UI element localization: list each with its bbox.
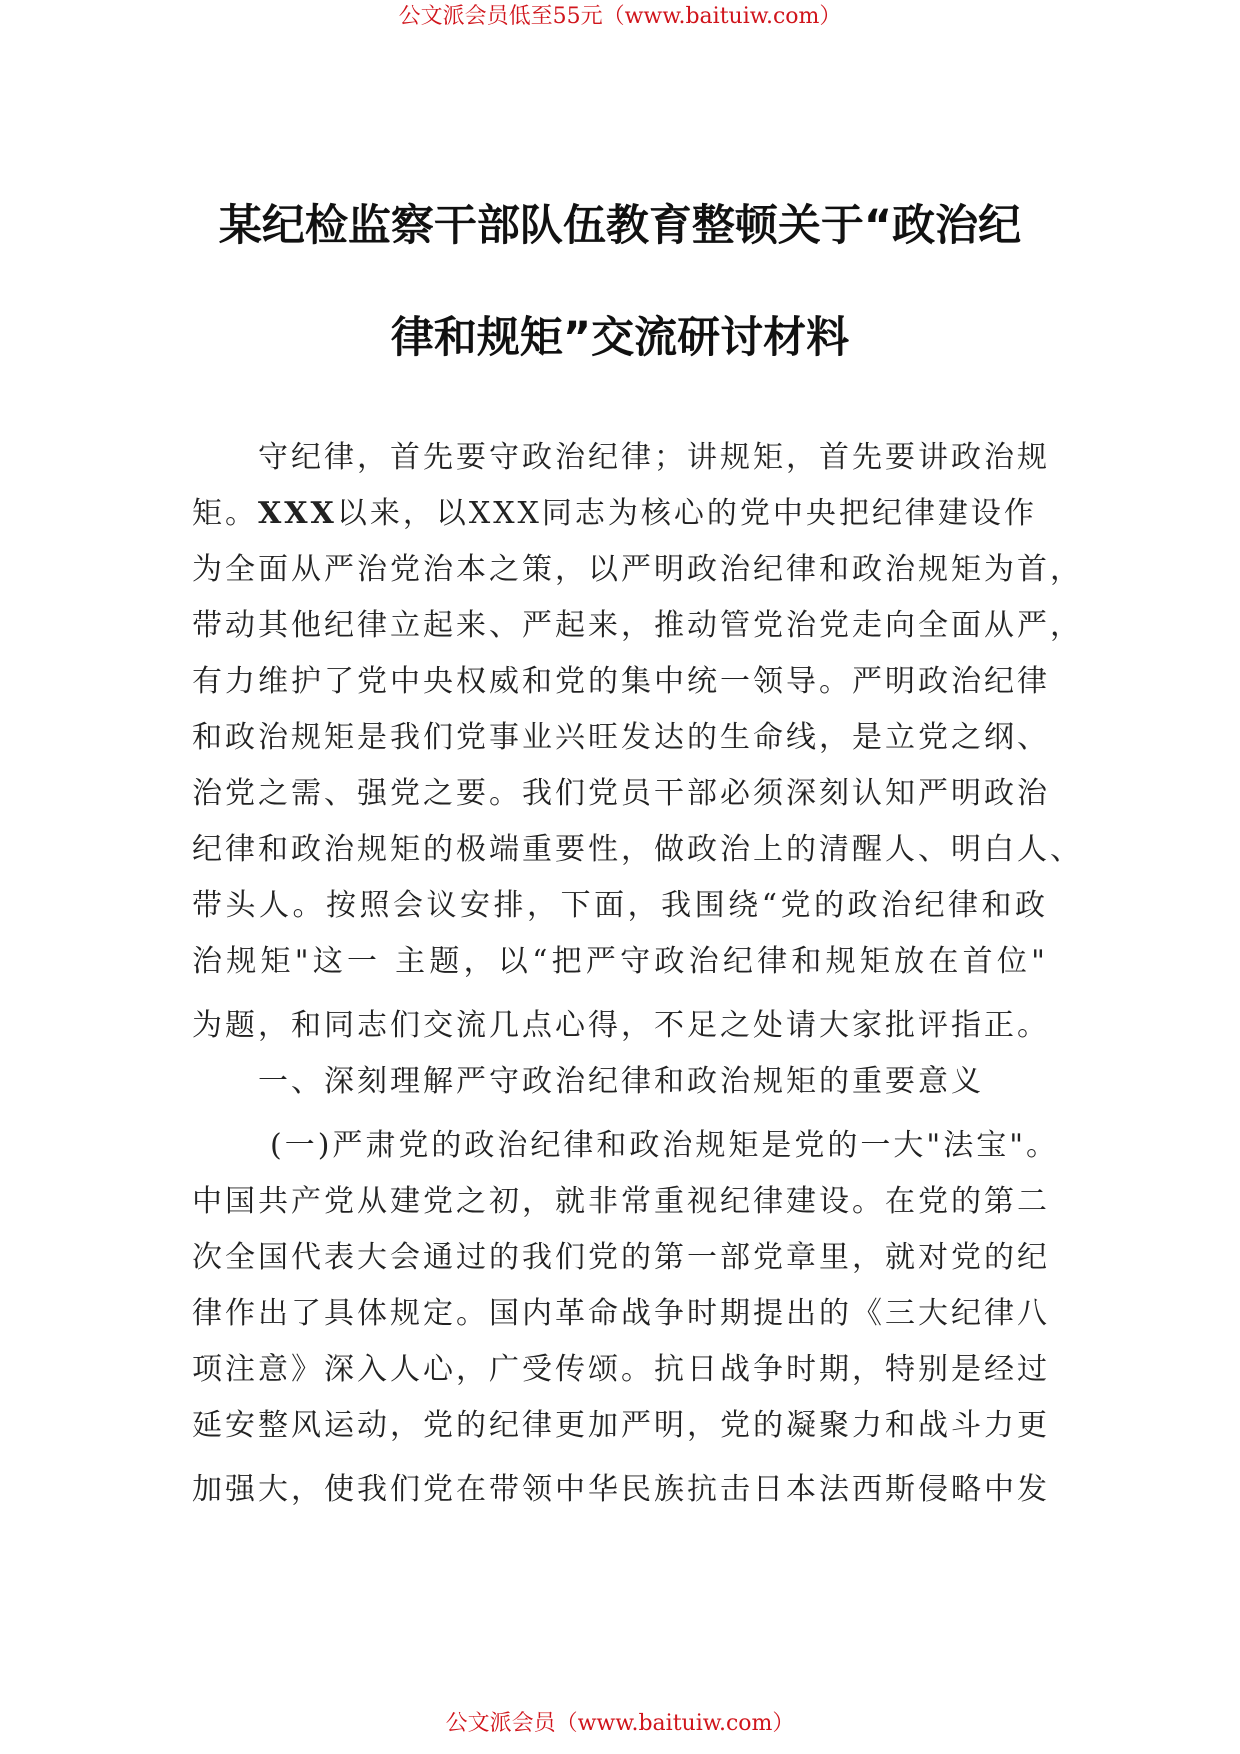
text-line: 带动其他纪律立起来、严起来，推动管党治党走向全面从严，	[192, 608, 1083, 643]
text-segment: 矩。	[192, 496, 258, 531]
text-line: 有力维护了党中央权威和党的集中统一领导。严明政治纪律	[192, 664, 1050, 699]
text-line: 治规矩"这一 主题，以“把严守政治纪律和规矩放在首位"	[192, 944, 1048, 979]
text-line: 项注意》深入人心，广受传颂。抗日战争时期，特别是经过	[192, 1352, 1050, 1387]
section-heading: 一、深刻理解严守政治纪律和政治规矩的重要意义	[258, 1064, 984, 1099]
text-line: 延安整风运动，党的纪律更加严明，党的凝聚力和战斗力更	[192, 1408, 1050, 1443]
text-line: (一)严肃党的政治纪律和政治规矩是党的一大"法宝"。	[270, 1128, 1060, 1163]
text-line	[192, 486, 1048, 542]
text-line: 加强大，使我们党在带领中华民族抗击日本法西斯侵略中发	[192, 1472, 1050, 1507]
document-title	[160, 170, 1080, 394]
text-line: 纪律和政治规矩的极端重要性，做政治上的清醒人、明白人、	[192, 832, 1083, 867]
text-line: 带头人。按照会议安排，下面，我围绕“党的政治纪律和政	[192, 888, 1048, 923]
text-line: 律作出了具体规定。国内革命战争时期提出的《三大纪律八	[192, 1296, 1050, 1331]
text-line: 和政治规矩是我们党事业兴旺发达的生命线，是立党之纲、	[192, 720, 1050, 755]
text-line: 次全国代表大会通过的我们党的第一部党章里，就对党的纪	[192, 1240, 1050, 1275]
text-line: 治党之需、强党之要。我们党员干部必须深刻认知严明政治	[192, 776, 1050, 811]
text-line: 守纪律，首先要守政治纪律；讲规矩，首先要讲政治规	[258, 440, 1050, 475]
document-title-line-1: 某纪检监察干部队伍教育整顿关于“政治纪	[218, 201, 1022, 251]
header-watermark-banner: 公文派会员低至55元（www.baituiw.com）	[398, 4, 842, 29]
document-body	[192, 430, 1083, 1518]
footer-watermark-banner: 公文派会员（www.baituiw.com）	[445, 1711, 795, 1736]
document-title-line-2: 律和规矩”交流研讨材料	[390, 313, 850, 363]
paragraph-intro	[192, 430, 1083, 1054]
text-segment: 以来，以XXX同志为核心的党中央把纪律建设作	[336, 496, 1037, 531]
text-line: 中国共产党从建党之初，就非常重视纪律建设。在党的第二	[192, 1184, 1050, 1219]
paragraph-section-1-1	[192, 1118, 1060, 1518]
text-line: 为题，和同志们交流几点心得，不足之处请大家批评指正。	[192, 1008, 1050, 1043]
bold-term: XXX	[258, 496, 337, 531]
text-line: 为全面从严治党治本之策，以严明政治纪律和政治规矩为首，	[192, 552, 1083, 587]
